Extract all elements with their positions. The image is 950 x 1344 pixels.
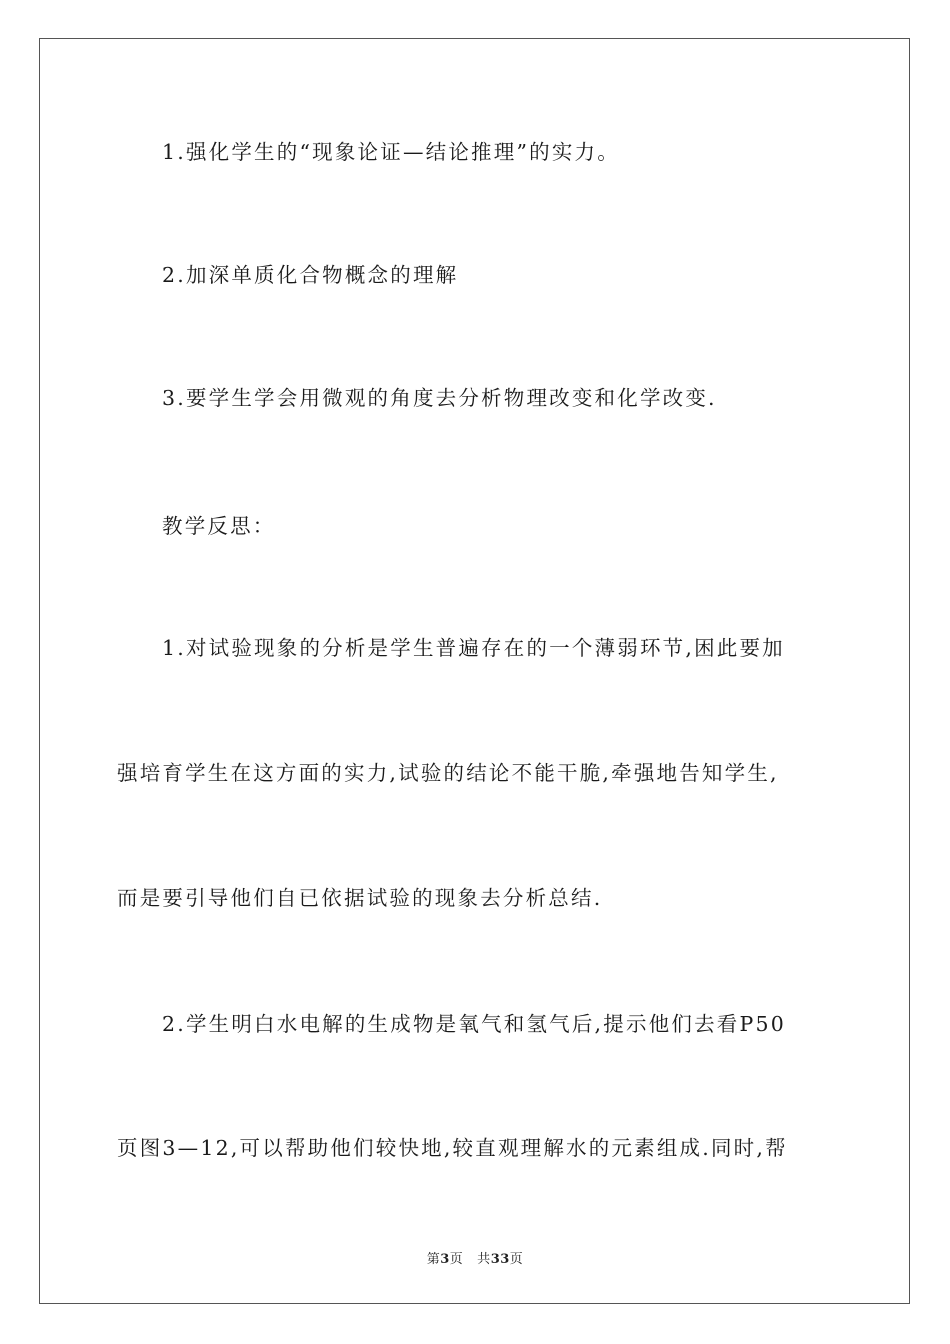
footer-page-suffix: 页 [449,1252,464,1267]
reflection-heading: 教学反思： [162,514,276,538]
reflection-2-line-2: 页图3—12,可以帮助他们较快地,较直观理解水的元素组成.同时,帮 [117,1136,788,1160]
reflection-1-line-1: 1.对试验现象的分析是学生普遍存在的一个薄弱环节,困此要加 [162,636,785,660]
footer-total-pages: 33 [490,1252,510,1267]
footer-page-prefix: 第 [426,1252,441,1267]
reflection-1-line-3: 而是要引导他们自已依据试验的现象去分析总结. [117,886,603,910]
footer-total-prefix: 共 [477,1252,491,1267]
footer-total-suffix: 页 [509,1252,524,1267]
page-footer [0,1248,950,1267]
objective-1: 1.强化学生的“现象论证—结论推理”的实力。 [162,140,620,164]
page-border [39,38,910,1304]
objective-2: 2.加深单质化合物概念的理解 [162,263,459,287]
reflection-2-line-1: 2.学生明白水电解的生成物是氧气和氢气后,提示他们去看P50 [162,1012,786,1036]
reflection-1-line-2: 强培育学生在这方面的实力,试验的结论不能干脆,牵强地告知学生, [117,761,779,785]
objective-3: 3.要学生学会用微观的角度去分析物理改变和化学改变. [162,386,717,410]
footer-page-number: 3 [440,1252,450,1267]
